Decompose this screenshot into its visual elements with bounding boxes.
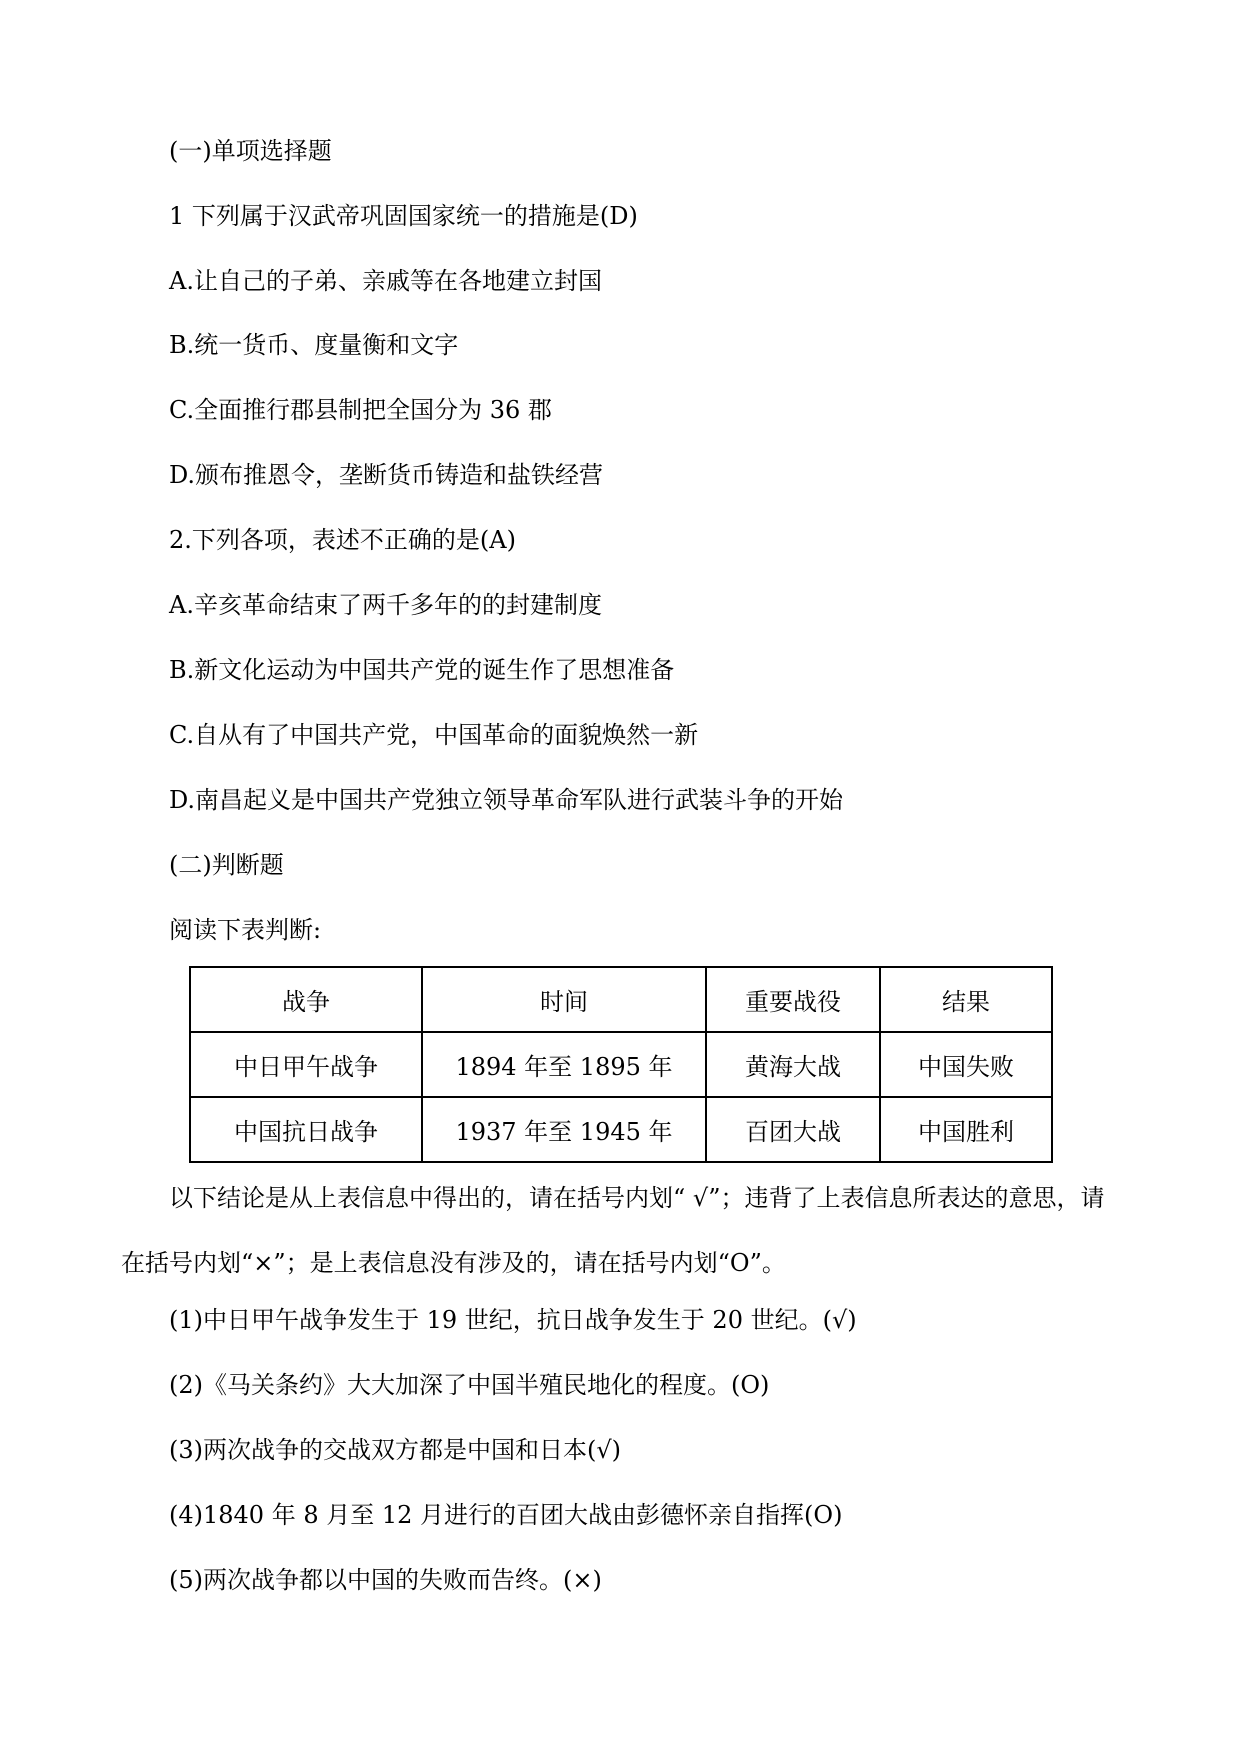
question-2-stem: 2.下列各项，表述不正确的是(A)	[169, 526, 516, 554]
table-header-cell: 战争	[190, 967, 422, 1032]
table-cell: 中国胜利	[880, 1097, 1052, 1162]
question-1-option-a: A.让自己的子弟、亲戚等在各地建立封国	[169, 267, 602, 295]
table-cell: 中国抗日战争	[190, 1097, 422, 1162]
question-1-stem: 1 下列属于汉武帝巩固国家统一的措施是(D)	[169, 202, 638, 230]
table-cell: 百团大战	[706, 1097, 880, 1162]
war-table	[189, 966, 1053, 1163]
judgment-instruction: 以下结论是从上表信息中得出的，请在括号内划“ √”；违背了上表信息所表达的意思，请在括号内划“×”；是上表信息没有涉及的，请在括号内划“O”。	[121, 1184, 1105, 1277]
statement-1: (1)中日甲午战争发生于 19 世纪，抗日战争发生于 20 世纪。(√)	[169, 1306, 857, 1334]
question-1-option-d: D.颁布推恩令，垄断货币铸造和盐铁经营	[169, 461, 604, 489]
table-cell: 中国失败	[880, 1032, 1052, 1097]
question-2-option-d: D.南昌起义是中国共产党独立领导革命军队进行武装斗争的开始	[169, 786, 844, 814]
table-row	[190, 1032, 1052, 1097]
question-2-option-a: A.辛亥革命结束了两千多年的的封建制度	[169, 591, 602, 619]
question-2-option-c: C.自从有了中国共产党，中国革命的面貌焕然一新	[169, 721, 699, 749]
table-row	[190, 1097, 1052, 1162]
table-header-cell: 重要战役	[706, 967, 880, 1032]
section-1-heading: (一)单项选择题	[169, 137, 332, 165]
section-2-heading: (二)判断题	[169, 851, 284, 879]
statement-4: (4)1840 年 8 月至 12 月进行的百团大战由彭德怀亲自指挥(O)	[169, 1501, 843, 1529]
statement-3: (3)两次战争的交战双方都是中国和日本(√)	[169, 1436, 622, 1464]
statement-2: (2)《马关条约》大大加深了中国半殖民地化的程度。(O)	[169, 1371, 770, 1399]
table-cell: 黄海大战	[706, 1032, 880, 1097]
statement-5: (5)两次战争都以中国的失败而告终。(×)	[169, 1566, 602, 1594]
table-header-row	[190, 967, 1052, 1032]
table-cell: 1937 年至 1945 年	[422, 1097, 706, 1162]
question-2-option-b: B.新文化运动为中国共产党的诞生作了思想准备	[169, 656, 675, 684]
table-cell: 中日甲午战争	[190, 1032, 422, 1097]
table-intro: 阅读下表判断:	[169, 916, 322, 944]
table-header-cell: 结果	[880, 967, 1052, 1032]
question-1-option-b: B.统一货币、度量衡和文字	[169, 331, 459, 359]
table-header-cell: 时间	[422, 967, 706, 1032]
question-1-option-c: C.全面推行郡县制把全国分为 36 郡	[169, 396, 552, 424]
table-cell: 1894 年至 1895 年	[422, 1032, 706, 1097]
